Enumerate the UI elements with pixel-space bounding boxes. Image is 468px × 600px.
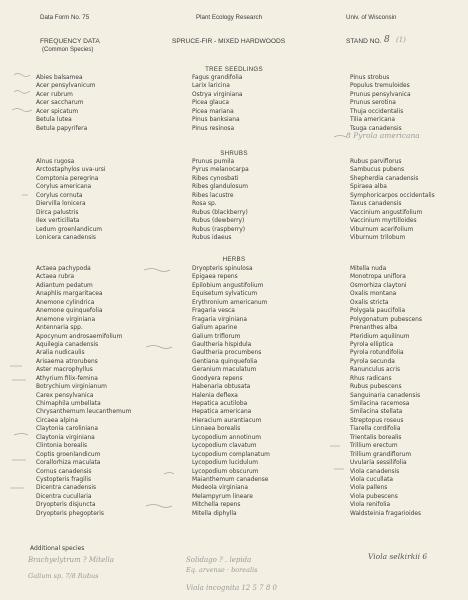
species-name: Spiraea alba xyxy=(350,184,387,191)
tally-mark xyxy=(164,473,174,475)
species-name: Tiarella cordifolia xyxy=(350,426,401,433)
species-name: Coptis groenlandicum xyxy=(36,451,101,458)
additional-note-3: Viola selkirkii 6 xyxy=(368,552,428,561)
common-species-label: (Common Species) xyxy=(42,47,94,53)
tree-seedlings-heading: TREE SEEDLINGS xyxy=(205,66,263,73)
species-name: Cystopteris fragilis xyxy=(36,476,92,483)
tsuga-handwritten-note: 8 Pyrola americana xyxy=(346,131,420,140)
species-name: Viola cucullata xyxy=(350,476,394,483)
species-name: Waldsteinia fragarioides xyxy=(350,510,422,517)
species-name: Rubus pubescens xyxy=(350,384,402,391)
species-name: Dryopteris phegopteris xyxy=(36,510,104,517)
species-name: Galium triflorum xyxy=(192,333,241,340)
species-name: Botrychium virginianum xyxy=(36,384,107,391)
species-name: Rhus radicans xyxy=(350,375,392,382)
species-name: Athyrium filix-femina xyxy=(36,375,98,382)
species-name: Lycopodium annotinum xyxy=(192,434,261,441)
species-name: Acer saccharum xyxy=(36,100,84,107)
species-name: Viola renifolia xyxy=(350,502,391,509)
species-name: Hepatica americana xyxy=(192,409,252,416)
species-name: Pinus banksiana xyxy=(192,117,240,124)
shrubs-heading: SHRUBS xyxy=(220,150,248,157)
species-name: Pinus strobus xyxy=(350,75,390,81)
species-name: Erythronium americanum xyxy=(192,299,268,306)
species-name: Epilobium angustifolium xyxy=(192,282,264,289)
species-name: Larix laricina xyxy=(192,83,230,90)
species-name: Thuja occidentalis xyxy=(350,108,404,115)
species-name: Prunus serotina xyxy=(350,100,396,107)
species-name: Comptonia peregrina xyxy=(36,175,99,182)
species-name: Lycopodium obscurum xyxy=(192,468,259,475)
species-name: Tsuga canadensis xyxy=(350,125,402,132)
species-name: Habenaria obtusata xyxy=(192,384,251,391)
species-name: Pyrola rotundifolia xyxy=(350,350,404,357)
species-name: Claytonia virginiana xyxy=(36,434,95,441)
species-name: Melampyrum lineare xyxy=(192,493,253,500)
species-name: Clintonia borealis xyxy=(36,443,88,450)
species-name: Pteridium aquilinum xyxy=(350,333,410,340)
species-name: Trillium grandiflorum xyxy=(350,451,412,458)
species-name: Prenanthes alba xyxy=(350,325,398,332)
species-name: Geranium maculatum xyxy=(192,367,257,374)
additional-note-4: Viola incognita 12 5 7 8 0 xyxy=(186,584,277,592)
stand-number-note: (1) xyxy=(396,36,406,44)
species-name: Actaea pachypoda xyxy=(36,266,91,272)
species-name: Arisaema atrorubens xyxy=(36,358,98,365)
species-name: Arctostaphylos uva-ursi xyxy=(36,167,106,174)
species-name: Aster macrophyllus xyxy=(36,367,93,374)
stand-label: STAND NO. xyxy=(346,38,382,45)
species-name: Goodyera repens xyxy=(192,375,243,382)
species-name: Viola pallens xyxy=(350,485,388,492)
tally-mark xyxy=(14,434,28,436)
species-name: Corallorhiza maculata xyxy=(36,460,101,467)
species-name: Mitella diphylla xyxy=(192,510,237,517)
herbs-heading: HERBS xyxy=(222,256,246,263)
species-name: Ribes glandulosum xyxy=(192,184,249,191)
species-name: Vaccinium angustifolium xyxy=(350,209,423,216)
species-name: Monotropa uniflora xyxy=(350,274,406,281)
species-name: Circaea alpina xyxy=(36,417,78,424)
species-name: Galium aparine xyxy=(192,325,238,332)
additional-note-2: Solidago ? . lepida xyxy=(186,556,252,564)
species-name: Gentiana quinquefolia xyxy=(192,358,258,365)
species-name: Oxalis stricta xyxy=(350,299,389,306)
additional-note-1: Brachyelytrum ? Mitella xyxy=(28,556,114,564)
species-name: Streptopus roseus xyxy=(350,417,404,424)
species-name: Viburnum trilobum xyxy=(350,234,406,241)
tally-mark xyxy=(12,109,32,112)
tally-mark xyxy=(144,269,170,272)
species-name: Ostrya virginiana xyxy=(192,91,243,98)
additional-species-label: Additional species xyxy=(30,545,85,552)
species-name: Dirca palustris xyxy=(36,209,79,216)
species-name: Viburnum acerifolium xyxy=(350,226,414,233)
species-name: Chrysanthemum leucanthemum xyxy=(36,409,132,416)
species-name: Betula papyrifera xyxy=(36,125,88,132)
species-name: Ranunculus acris xyxy=(350,367,401,374)
species-name: Pinus resinosa xyxy=(192,125,235,132)
species-name: Fagus grandifolia xyxy=(192,75,243,81)
species-name: Hepatica acutiloba xyxy=(192,401,248,407)
species-name: Actaea rubra xyxy=(36,274,75,281)
species-name: Viola canadensis xyxy=(350,468,400,475)
form-number: Data Form No. 75 xyxy=(40,14,90,21)
species-name: Epigaea repens xyxy=(192,274,238,281)
species-name: Populus tremuloides xyxy=(350,83,410,90)
species-name: Rosa sp. xyxy=(192,201,217,208)
species-name: Viola pubescens xyxy=(350,493,398,500)
species-name: Corylus americana xyxy=(36,184,92,191)
species-name: Fragaria vesca xyxy=(192,308,235,315)
species-name: Lycopodium lucidulum xyxy=(192,460,258,467)
tally-mark xyxy=(14,74,30,77)
species-name: Equisetum sylvaticum xyxy=(192,291,258,298)
species-name: Betula lutea xyxy=(36,117,72,124)
species-name: Polygonatum pubescens xyxy=(350,316,422,323)
species-name: Prunus pensylvanica xyxy=(350,91,411,98)
species-name: Carex pensylvanica xyxy=(36,392,94,399)
species-name: Sambucus pubens xyxy=(350,167,405,174)
species-name: Uvularia sessilifolia xyxy=(350,460,407,467)
species-name: Symphoricarpos occidentalis xyxy=(350,192,435,199)
species-name: Smilacina stellata xyxy=(350,409,403,416)
species-name: Vaccinium myrtilloides xyxy=(350,218,417,225)
species-name: Acer spicatum xyxy=(36,108,79,115)
species-name: Diervilla lonicera xyxy=(36,201,86,208)
organization: Plant Ecology Research xyxy=(196,14,263,21)
species-name: Polygala paucifolia xyxy=(350,308,406,315)
species-name: Gaultheria procumbens xyxy=(192,350,262,357)
species-name: Cornus canadensis xyxy=(36,468,92,475)
species-name: Claytonia caroliniana xyxy=(36,426,98,433)
species-name: Picea mariana xyxy=(192,108,234,115)
species-name: Smilacina racemosa xyxy=(350,401,410,407)
species-name: Ribes lacustre xyxy=(192,192,234,199)
species-name: Rubus (dewberry) xyxy=(192,218,245,225)
species-name: Mitella nuda xyxy=(350,266,387,272)
species-name: Maianthemum canadense xyxy=(192,476,269,483)
species-name: Anemone cylindrica xyxy=(36,299,95,306)
species-name: Pyrola elliptica xyxy=(350,341,394,348)
species-name: Adiantum pedatum xyxy=(36,282,93,289)
species-name: Chimaphila umbellata xyxy=(36,401,101,407)
tally-mark xyxy=(14,91,30,94)
species-name: Medeola virginiana xyxy=(192,485,248,492)
species-name: Apocynum androsaemifolium xyxy=(36,333,123,340)
species-name: Mitchella repens xyxy=(192,502,241,509)
species-name: Ilex verticillata xyxy=(36,218,80,225)
species-name: Corylus cornuta xyxy=(36,192,83,199)
species-name: Acer pensylvanicum xyxy=(36,83,96,90)
community-title: SPRUCE-FIR - MIXED HARDWOODS xyxy=(172,38,286,45)
species-name: Dryopteris spinulosa xyxy=(192,266,253,272)
species-name: Anaphlis margaritacea xyxy=(36,291,103,298)
species-name: Sanguinaria canadensis xyxy=(350,392,421,399)
species-name: Rubus idaeus xyxy=(192,234,232,241)
species-name: Ledum groenlandicum xyxy=(36,226,102,233)
species-name: Acer rubrum xyxy=(36,91,73,98)
species-name: Shepherdia canadensis xyxy=(350,175,419,182)
species-name: Trientalis borealis xyxy=(350,434,402,441)
species-name: Abies balsamea xyxy=(36,75,83,81)
species-name: Dicentra canadensis xyxy=(36,485,97,492)
additional-note-2b: Eq. arvense · borealis xyxy=(186,566,258,574)
frequency-data-title: FREQUENCY DATA xyxy=(40,38,100,45)
species-name: Taxus canadensis xyxy=(350,201,402,208)
species-name: Lonicera canadensis xyxy=(36,234,96,241)
species-name: Lycopodium clavatum xyxy=(192,443,257,450)
species-name: Aquilegia canadensis xyxy=(36,341,99,348)
species-name: Anemone virginiana xyxy=(36,316,96,323)
species-name: Oxalis montana xyxy=(350,291,397,298)
species-name: Gaultheria hispidula xyxy=(192,341,252,348)
species-name: Anemone quinquefolia xyxy=(36,308,103,315)
species-name: Hieracium aurantiacum xyxy=(192,417,262,424)
species-name: Pyrus melanocarpa xyxy=(192,167,249,174)
species-name: Picea glauca xyxy=(192,100,229,107)
stand-number: 8 xyxy=(384,35,390,45)
species-name: Trillium erectum xyxy=(350,443,398,450)
species-name: Halenia deflexa xyxy=(192,392,238,399)
species-name: Rubus parviflorus xyxy=(350,159,402,165)
species-name: Linnaea borealis xyxy=(192,426,241,433)
species-name: Ribes cynosbati xyxy=(192,175,239,182)
tally-mark xyxy=(146,346,172,349)
university: Univ. of Wisconsin xyxy=(346,14,397,21)
tally-mark xyxy=(334,136,346,138)
species-name: Antennaria spp. xyxy=(36,325,83,332)
species-name: Rubus (raspberry) xyxy=(192,226,246,233)
species-name: Rubus (blackberry) xyxy=(192,209,248,216)
species-name: Alnus rugosa xyxy=(36,159,75,165)
additional-note-1b: Galium sp. 7/8 Rubus xyxy=(28,572,99,580)
species-name: Lycopodium complanatum xyxy=(192,451,270,458)
species-name: Pyrola secunda xyxy=(350,358,395,365)
species-name: Dryopteris disjuncta xyxy=(36,502,96,509)
species-name: Aralia nudicaulis xyxy=(36,350,85,357)
species-name: Prunus pumila xyxy=(192,159,235,165)
tally-mark xyxy=(146,505,172,508)
species-name: Dicentra cucullaria xyxy=(36,493,92,500)
species-name: Tilia americana xyxy=(350,117,396,124)
species-name: Osmorhiza claytoni xyxy=(350,282,407,289)
species-name: Fragaria virginiana xyxy=(192,316,248,323)
